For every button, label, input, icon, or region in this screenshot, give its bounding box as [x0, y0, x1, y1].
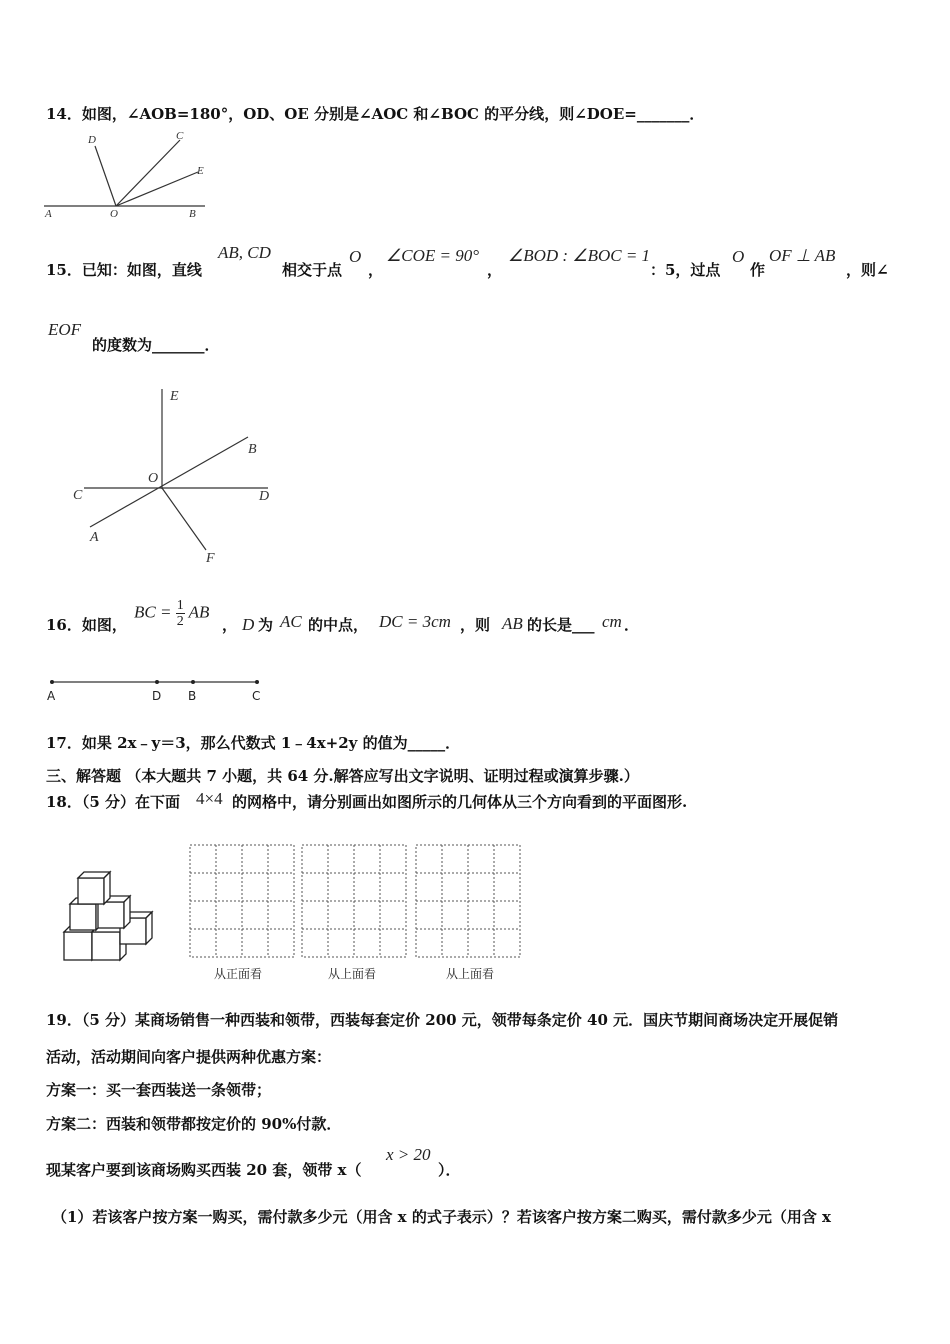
q15-text-intersect: 相交于点 — [282, 261, 343, 279]
q16-num: 16．如图， — [46, 616, 127, 634]
q19-part-1: （1）若该客户按方案一购买，需付款多少元（用含 x 的式子表示）？若该客户按方案二购买，需付款多少元（用含 x — [52, 1208, 831, 1226]
q16-segment-figure — [44, 672, 274, 704]
q16-text-then: ，则 — [460, 616, 491, 634]
q15-math-point-o2: O — [732, 247, 745, 266]
q14-label-o: O — [110, 208, 118, 220]
q15-math-perp: OF ⊥ AB — [769, 246, 836, 265]
q14-label-b: B — [189, 208, 196, 220]
q15-text-then: ，则∠ — [846, 261, 889, 279]
q14-angle-figure — [40, 128, 220, 223]
q19-line-4: 方案二：西装和领带都按定价的 90%付款． — [46, 1115, 342, 1133]
q19-line-1: 19．（5 分）某商场销售一种西装和领带，西装每套定价 200 元，领带每条定价 40 元．国庆节期间商场决定开展促销 — [46, 1011, 839, 1029]
q14-label-d: D — [88, 134, 96, 146]
q16-text-is: 为 — [258, 616, 274, 634]
q15-math-ratio: ∠BOD : ∠BOC = 1 — [508, 246, 651, 265]
q19-line-5a: 现某客户要到该商场购买西装 20 套，领带 x（ — [46, 1161, 362, 1179]
q19-math-x: x > 20 — [386, 1145, 431, 1164]
q16-comma: ， — [222, 616, 238, 634]
q18-caption-front: 从正面看 — [214, 967, 263, 981]
q16-label-c: C — [252, 689, 261, 703]
q16-label-b: B — [188, 689, 197, 703]
q17-text: 17．如果 2x﹣y＝3，那么代数式 1﹣4x+2y 的值为_____． — [46, 734, 461, 752]
q15-comma-1: ， — [368, 261, 384, 279]
q18-caption-top: 从上面看 — [328, 967, 377, 981]
q16-math-bc-rhs: AB — [188, 602, 210, 622]
q19-line-5b: ）． — [438, 1161, 461, 1179]
q16-math-bc — [134, 598, 209, 629]
q18-cube-stack — [58, 868, 158, 968]
section-3-header: 三、解答题 （本大题共 7 小题，共 64 分.解答应写出文字说明、证明过程或演算步骤.） — [46, 767, 639, 785]
q16-text-length: 的长是___ — [527, 616, 595, 634]
q18-text-b: 的网格中，请分别画出如图所示的几何体从三个方向看到的平面图形. — [232, 793, 688, 811]
q16-math-d: D — [242, 615, 255, 634]
q14-text: 14．如图，∠AOB=180°，OD、OE 分别是∠AOC 和∠BOC 的平分线，则∠DOE=_______． — [46, 105, 705, 123]
q16-math-ac: AC — [280, 612, 302, 631]
q16-math-cm: cm — [602, 612, 622, 631]
q14-label-e: E — [197, 165, 204, 177]
q15-label-d: D — [259, 489, 270, 504]
q15-text-draw: 作 — [750, 261, 766, 279]
q19-line-3: 方案一：买一套西装送一条领带； — [46, 1081, 272, 1099]
q16-math-ab: AB — [502, 614, 523, 633]
q14-label-a: A — [45, 208, 52, 220]
q15-text-degree: 的度数为_______． — [92, 336, 220, 354]
q16-text-midpoint: 的中点， — [308, 616, 369, 634]
q16-fraction-num: 1 — [176, 598, 184, 613]
q16-label-a: A — [47, 689, 56, 703]
q15-num: 15．已知：如图，直线 — [46, 261, 202, 279]
q15-math-eof: EOF — [48, 320, 82, 339]
q16-label-d: D — [152, 689, 162, 703]
q15-label-e: E — [170, 389, 179, 404]
q18-grids — [188, 842, 528, 987]
q15-label-a: A — [90, 530, 99, 545]
q14-label-c: C — [176, 130, 184, 142]
q15-label-b: B — [248, 442, 257, 457]
q18-text-a: 18．（5 分）在下面 — [46, 793, 181, 811]
q16-fraction — [176, 598, 185, 629]
q15-label-f: F — [206, 551, 215, 566]
q15-comma-2: ， — [487, 261, 503, 279]
q15-math-lines: AB, CD — [218, 243, 271, 262]
q16-math-dc: DC = 3cm — [379, 612, 451, 631]
q15-math-coe: ∠COE = 90° — [386, 246, 480, 265]
q16-math-bc-lhs: BC = — [134, 602, 172, 622]
q19-line-2: 活动，活动期间向客户提供两种优惠方案： — [46, 1048, 332, 1066]
q15-label-c: C — [73, 488, 83, 503]
q15-lines-figure — [66, 385, 286, 570]
q15-math-point-o: O — [349, 247, 362, 266]
q15-text-through: ：5，过点 — [650, 261, 721, 279]
q18-grid-size: 4×4 — [196, 789, 223, 808]
q18-caption-third: 从上面看 — [446, 967, 495, 981]
q16-fraction-den: 2 — [176, 614, 184, 629]
q16-period: ． — [624, 616, 640, 634]
q15-label-o: O — [148, 471, 159, 486]
